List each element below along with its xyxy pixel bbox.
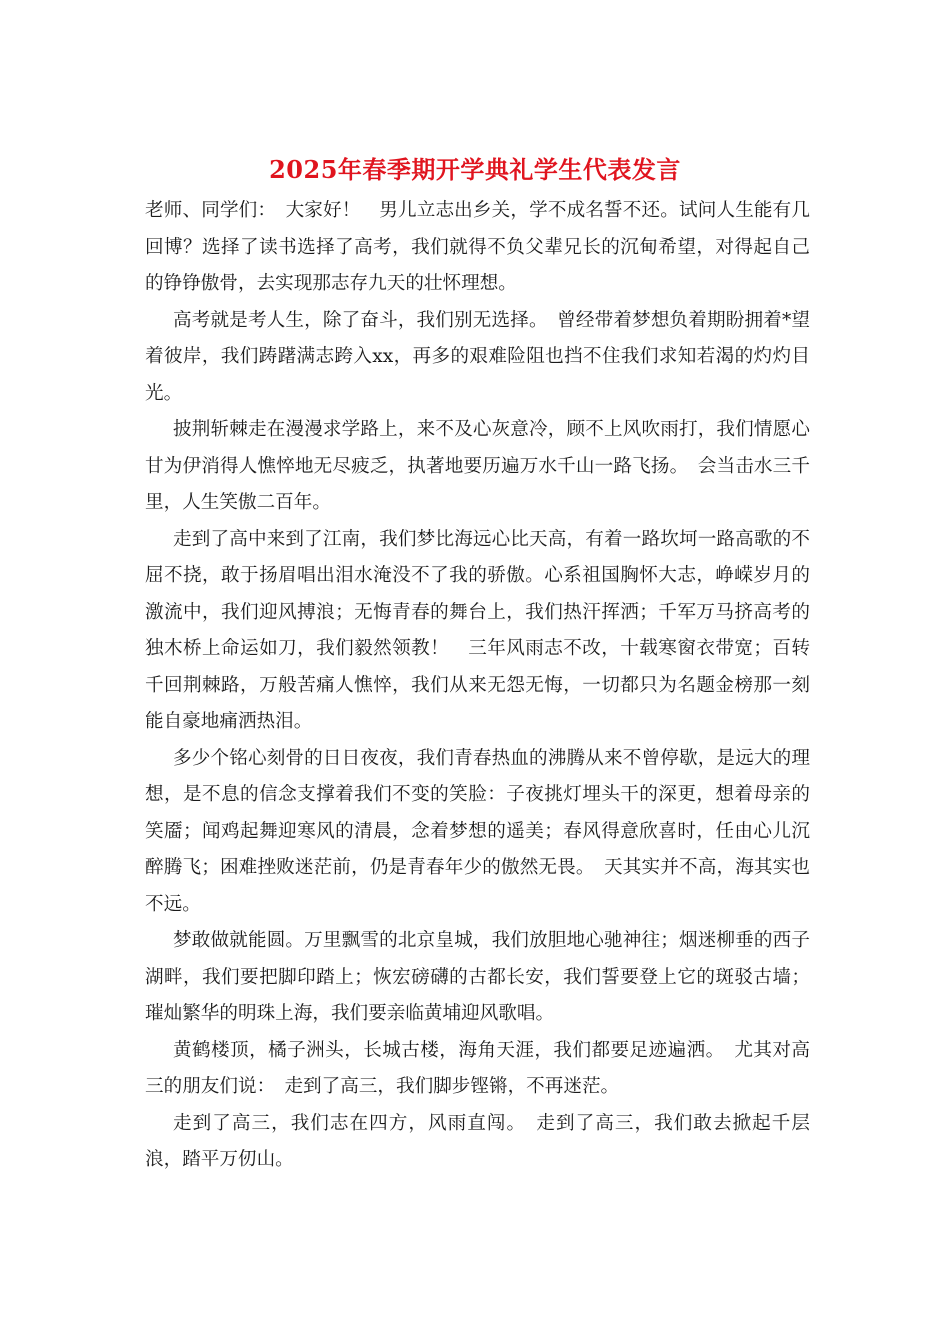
document-title: 2025年春季期开学典礼学生代表发言 bbox=[269, 155, 681, 184]
paragraph-8: 走到了高三，我们志在四方，风雨直闯。 走到了高三，我们敢去掀起千层浪，踏平万仞山。 bbox=[145, 1112, 810, 1170]
paragraph-4: 走到了高中来到了江南，我们梦比海远心比天高，有着一路坎坷一路高歌的不屈不挠，敢于扬眉唱出泪水淹没不了我的骄傲。心系祖国胸怀大志，峥嵘岁月的激流中，我们迎风搏浪；无悔青春的舞台上，我们热汗挥洒；千军万马挤高考的独木桥上命运如刀，我们毅然领教！ 三年风雨志不改，十载寒窗衣带宽；百转千回荆棘路，万般苦痛人憔悴，我们从来无怨无悔，一切都只为名题金榜那一刻能自豪地痛洒热泪。 bbox=[145, 528, 810, 732]
paragraph-1: 老师、同学们： 大家好！ 男儿立志出乡关，学不成名誓不还。试问人生能有几回博？选择了读书选择了高考，我们就得不负父辈兄长的沉甸希望，对得起自己的铮铮傲骨，去实现那志存九天的壮怀理想。 bbox=[145, 200, 810, 294]
paragraph-7: 黄鹤楼顶，橘子洲头，长城古楼，海角天涯，我们都要足迹遍洒。 尤其对高三的朋友们说： 走到了高三，我们脚步铿锵，不再迷茫。 bbox=[145, 1039, 810, 1097]
document-body bbox=[145, 193, 810, 1179]
paragraph-3: 披荆斩棘走在漫漫求学路上，来不及心灰意冷，顾不上风吹雨打，我们情愿心甘为伊消得人憔悴地无尽疲乏，执著地要历遍万水千山一路飞扬。 会当击水三千里，人生笑傲二百年。 bbox=[145, 419, 810, 513]
paragraph-2: 高考就是考人生，除了奋斗，我们别无选择。 曾经带着梦想负着期盼拥着*望着彼岸，我们踌躇满志跨入xx，再多的艰难险阻也挡不住我们求知若渴的灼灼目光。 bbox=[145, 309, 810, 404]
paragraph-6: 梦敢做就能圆。万里飘雪的北京皇城，我们放胆地心驰神往；烟迷柳垂的西子湖畔，我们要把脚印踏上；恢宏磅礴的古都长安，我们誓要登上它的斑驳古墙；璀灿繁华的明珠上海，我们要亲临黄埔迎风歌唱。 bbox=[145, 930, 810, 1024]
paragraph-5: 多少个铭心刻骨的日日夜夜，我们青春热血的沸腾从来不曾停歇，是远大的理想，是不息的信念支撑着我们不变的笑脸：子夜挑灯埋头干的深更，想着母亲的笑靥；闻鸡起舞迎寒风的清晨，念着梦想的遥美；春风得意欣喜时，任由心儿沉醉腾飞；困难挫败迷茫前，仍是青春年少的傲然无畏。 天其实并不高，海其实也不远。 bbox=[145, 747, 810, 915]
